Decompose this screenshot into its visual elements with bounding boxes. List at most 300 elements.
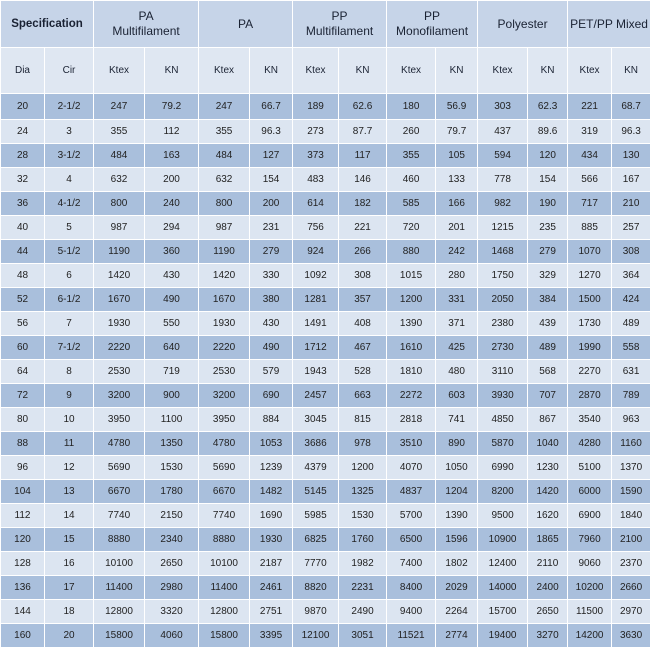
table-cell: 2050 <box>478 288 528 312</box>
table-cell: 384 <box>528 288 568 312</box>
table-cell: 117 <box>339 144 387 168</box>
table-cell: 355 <box>387 144 436 168</box>
table-cell: 1325 <box>339 480 387 504</box>
table-cell: 12100 <box>293 624 339 648</box>
cell-cir: 20 <box>45 624 94 648</box>
table-cell: 266 <box>339 240 387 264</box>
table-cell: 720 <box>387 216 436 240</box>
table-cell: 294 <box>145 216 199 240</box>
table-cell: 360 <box>145 240 199 264</box>
table-cell: 242 <box>436 240 478 264</box>
table-cell: 355 <box>94 120 145 144</box>
table-cell: 3950 <box>199 408 250 432</box>
table-cell: 10900 <box>478 528 528 552</box>
table-cell: 210 <box>612 192 650 216</box>
table-cell: 2751 <box>250 600 293 624</box>
table-cell: 273 <box>293 120 339 144</box>
table-cell: 6000 <box>568 480 612 504</box>
table-cell: 8880 <box>94 528 145 552</box>
table-cell: 3270 <box>528 624 568 648</box>
table-cell: 987 <box>94 216 145 240</box>
table-row <box>1 384 650 408</box>
table-cell: 79.2 <box>145 94 199 120</box>
table-cell: 489 <box>528 336 568 360</box>
table-cell: 3051 <box>339 624 387 648</box>
cell-cir: 4 <box>45 168 94 192</box>
table-cell: 130 <box>612 144 650 168</box>
cell-dia: 128 <box>1 552 45 576</box>
table-cell: 719 <box>145 360 199 384</box>
table-cell: 483 <box>293 168 339 192</box>
table-cell: 1270 <box>568 264 612 288</box>
table-row <box>1 600 650 624</box>
table-cell: 355 <box>199 120 250 144</box>
table-cell: 221 <box>568 94 612 120</box>
table-cell: 614 <box>293 192 339 216</box>
group-title: PA <box>199 17 292 32</box>
table-cell: 439 <box>528 312 568 336</box>
table-cell: 982 <box>478 192 528 216</box>
table-cell: 3686 <box>293 432 339 456</box>
table-cell: 2220 <box>199 336 250 360</box>
table-cell: 3200 <box>94 384 145 408</box>
table-cell: 120 <box>528 144 568 168</box>
table-cell: 1930 <box>94 312 145 336</box>
table-cell: 2457 <box>293 384 339 408</box>
table-cell: 2870 <box>568 384 612 408</box>
table-cell: 235 <box>528 216 568 240</box>
cell-cir: 2-1/2 <box>45 94 94 120</box>
header-group <box>387 1 478 48</box>
table-cell: 2029 <box>436 576 478 600</box>
table-cell: 1420 <box>528 480 568 504</box>
cell-cir: 6 <box>45 264 94 288</box>
cell-dia: 144 <box>1 600 45 624</box>
cell-cir: 18 <box>45 600 94 624</box>
table-cell: 133 <box>436 168 478 192</box>
table-cell: 1982 <box>339 552 387 576</box>
table-cell: 603 <box>436 384 478 408</box>
table-cell: 707 <box>528 384 568 408</box>
table-cell: 279 <box>528 240 568 264</box>
table-cell: 867 <box>528 408 568 432</box>
table-cell: 319 <box>568 120 612 144</box>
table-cell: 1802 <box>436 552 478 576</box>
table-cell: 12800 <box>94 600 145 624</box>
table-cell: 2970 <box>612 600 650 624</box>
table-cell: 7400 <box>387 552 436 576</box>
header-group <box>478 1 568 48</box>
table-cell: 2461 <box>250 576 293 600</box>
header-unit: Ktex <box>387 48 436 94</box>
table-cell: 14000 <box>478 576 528 600</box>
table-row <box>1 168 650 192</box>
header-group <box>199 1 293 48</box>
table-cell: 1190 <box>94 240 145 264</box>
table-cell: 14200 <box>568 624 612 648</box>
table-cell: 568 <box>528 360 568 384</box>
table-cell: 4837 <box>387 480 436 504</box>
group-subtitle: Multifilament <box>293 24 386 39</box>
group-title: PA <box>94 9 198 24</box>
table-cell: 425 <box>436 336 478 360</box>
table-cell: 484 <box>199 144 250 168</box>
table-cell: 329 <box>528 264 568 288</box>
cell-dia: 44 <box>1 240 45 264</box>
group-title: PP <box>387 9 477 24</box>
table-cell: 3110 <box>478 360 528 384</box>
header-unit: KN <box>436 48 478 94</box>
table-cell: 1092 <box>293 264 339 288</box>
cell-dia: 104 <box>1 480 45 504</box>
table-cell: 2490 <box>339 600 387 624</box>
table-cell: 4780 <box>199 432 250 456</box>
cell-cir: 3-1/2 <box>45 144 94 168</box>
cell-dia: 36 <box>1 192 45 216</box>
group-subtitle: Monofilament <box>387 24 477 39</box>
table-cell: 4060 <box>145 624 199 648</box>
table-cell: 717 <box>568 192 612 216</box>
table-cell: 8820 <box>293 576 339 600</box>
header-unit: Ktex <box>94 48 145 94</box>
table-cell: 1780 <box>145 480 199 504</box>
table-cell: 62.3 <box>528 94 568 120</box>
cell-cir: 14 <box>45 504 94 528</box>
table-cell: 558 <box>612 336 650 360</box>
table-cell: 640 <box>145 336 199 360</box>
table-cell: 9500 <box>478 504 528 528</box>
table-cell: 5100 <box>568 456 612 480</box>
table-cell: 6825 <box>293 528 339 552</box>
table-cell: 4850 <box>478 408 528 432</box>
table-cell: 778 <box>478 168 528 192</box>
table-cell: 66.7 <box>250 94 293 120</box>
table-cell: 303 <box>478 94 528 120</box>
table-cell: 566 <box>568 168 612 192</box>
table-cell: 364 <box>612 264 650 288</box>
table-cell: 247 <box>94 94 145 120</box>
cell-dia: 72 <box>1 384 45 408</box>
table-cell: 2187 <box>250 552 293 576</box>
header-unit: Ktex <box>199 48 250 94</box>
cell-cir: 5-1/2 <box>45 240 94 264</box>
table-cell: 5870 <box>478 432 528 456</box>
table-row <box>1 624 650 648</box>
table-cell: 1810 <box>387 360 436 384</box>
table-cell: 10100 <box>94 552 145 576</box>
table-cell: 1239 <box>250 456 293 480</box>
table-cell: 880 <box>387 240 436 264</box>
table-row <box>1 94 650 120</box>
table-cell: 2730 <box>478 336 528 360</box>
table-cell: 2340 <box>145 528 199 552</box>
table-row <box>1 192 650 216</box>
table-cell: 89.6 <box>528 120 568 144</box>
table-cell: 3200 <box>199 384 250 408</box>
table-cell: 154 <box>250 168 293 192</box>
table-row <box>1 528 650 552</box>
table-cell: 585 <box>387 192 436 216</box>
table-cell: 1050 <box>436 456 478 480</box>
table-row <box>1 360 650 384</box>
table-cell: 11400 <box>199 576 250 600</box>
table-cell: 1760 <box>339 528 387 552</box>
table-row <box>1 312 650 336</box>
table-row <box>1 120 650 144</box>
table-cell: 1943 <box>293 360 339 384</box>
table-cell: 1712 <box>293 336 339 360</box>
table-cell: 8400 <box>387 576 436 600</box>
table-cell: 632 <box>199 168 250 192</box>
table-cell: 1200 <box>339 456 387 480</box>
cell-cir: 6-1/2 <box>45 288 94 312</box>
table-cell: 96.3 <box>250 120 293 144</box>
header-unit: Ktex <box>293 48 339 94</box>
table-cell: 3045 <box>293 408 339 432</box>
header-dia: Dia <box>1 48 45 94</box>
cell-cir: 17 <box>45 576 94 600</box>
table-row <box>1 264 650 288</box>
table-cell: 4280 <box>568 432 612 456</box>
table-cell: 10200 <box>568 576 612 600</box>
table-cell: 3950 <box>94 408 145 432</box>
table-cell: 357 <box>339 288 387 312</box>
header-unit: KN <box>528 48 568 94</box>
cell-cir: 8 <box>45 360 94 384</box>
table-cell: 434 <box>568 144 612 168</box>
header-row-groups <box>1 1 650 48</box>
header-group <box>568 1 650 48</box>
table-cell: 1596 <box>436 528 478 552</box>
cell-cir: 4-1/2 <box>45 192 94 216</box>
header-unit: Ktex <box>478 48 528 94</box>
cell-cir: 11 <box>45 432 94 456</box>
table-cell: 2660 <box>612 576 650 600</box>
table-cell: 579 <box>250 360 293 384</box>
cell-dia: 112 <box>1 504 45 528</box>
table-cell: 5985 <box>293 504 339 528</box>
table-cell: 1281 <box>293 288 339 312</box>
table-cell: 1500 <box>568 288 612 312</box>
table-cell: 2980 <box>145 576 199 600</box>
table-cell: 430 <box>145 264 199 288</box>
table-cell: 987 <box>199 216 250 240</box>
table-cell: 2100 <box>612 528 650 552</box>
cell-dia: 32 <box>1 168 45 192</box>
cell-dia: 80 <box>1 408 45 432</box>
table-cell: 9870 <box>293 600 339 624</box>
table-cell: 11521 <box>387 624 436 648</box>
cell-cir: 12 <box>45 456 94 480</box>
table-cell: 180 <box>387 94 436 120</box>
table-row <box>1 336 650 360</box>
table-cell: 528 <box>339 360 387 384</box>
table-cell: 9060 <box>568 552 612 576</box>
table-cell: 4379 <box>293 456 339 480</box>
table-cell: 6670 <box>199 480 250 504</box>
table-cell: 1015 <box>387 264 436 288</box>
table-cell: 900 <box>145 384 199 408</box>
table-cell: 1690 <box>250 504 293 528</box>
table-cell: 1610 <box>387 336 436 360</box>
table-cell: 7770 <box>293 552 339 576</box>
table-cell: 15700 <box>478 600 528 624</box>
table-cell: 789 <box>612 384 650 408</box>
cell-cir: 5 <box>45 216 94 240</box>
table-cell: 308 <box>612 240 650 264</box>
cell-dia: 96 <box>1 456 45 480</box>
table-cell: 2231 <box>339 576 387 600</box>
table-cell: 800 <box>94 192 145 216</box>
table-cell: 87.7 <box>339 120 387 144</box>
table-cell: 105 <box>436 144 478 168</box>
table-cell: 978 <box>339 432 387 456</box>
table-cell: 1590 <box>612 480 650 504</box>
table-cell: 62.6 <box>339 94 387 120</box>
table-cell: 2818 <box>387 408 436 432</box>
table-cell: 3320 <box>145 600 199 624</box>
table-cell: 8200 <box>478 480 528 504</box>
table-cell: 885 <box>568 216 612 240</box>
cell-cir: 9 <box>45 384 94 408</box>
cell-cir: 3 <box>45 120 94 144</box>
table-cell: 257 <box>612 216 650 240</box>
table-cell: 1530 <box>145 456 199 480</box>
table-cell: 15800 <box>199 624 250 648</box>
table-cell: 68.7 <box>612 94 650 120</box>
cell-dia: 64 <box>1 360 45 384</box>
table-row <box>1 480 650 504</box>
table-row <box>1 408 650 432</box>
table-cell: 1350 <box>145 432 199 456</box>
table-cell: 408 <box>339 312 387 336</box>
table-cell: 5690 <box>94 456 145 480</box>
table-cell: 200 <box>250 192 293 216</box>
cell-dia: 120 <box>1 528 45 552</box>
table-cell: 10100 <box>199 552 250 576</box>
table-cell: 9400 <box>387 600 436 624</box>
table-cell: 154 <box>528 168 568 192</box>
table-cell: 2380 <box>478 312 528 336</box>
table-cell: 8880 <box>199 528 250 552</box>
table-cell: 890 <box>436 432 478 456</box>
table-cell: 1620 <box>528 504 568 528</box>
cell-cir: 10 <box>45 408 94 432</box>
table-cell: 240 <box>145 192 199 216</box>
table-cell: 12400 <box>478 552 528 576</box>
table-cell: 11400 <box>94 576 145 600</box>
table-cell: 11500 <box>568 600 612 624</box>
header-group <box>94 1 199 48</box>
cell-dia: 24 <box>1 120 45 144</box>
table-cell: 260 <box>387 120 436 144</box>
table-cell: 550 <box>145 312 199 336</box>
table-cell: 190 <box>528 192 568 216</box>
table-cell: 2270 <box>568 360 612 384</box>
table-cell: 1040 <box>528 432 568 456</box>
table-cell: 201 <box>436 216 478 240</box>
table-cell: 167 <box>612 168 650 192</box>
table-cell: 489 <box>612 312 650 336</box>
table-cell: 1482 <box>250 480 293 504</box>
table-cell: 1053 <box>250 432 293 456</box>
table-cell: 1370 <box>612 456 650 480</box>
header-row-units <box>1 48 650 94</box>
table-cell: 189 <box>293 94 339 120</box>
table-cell: 2150 <box>145 504 199 528</box>
table-row <box>1 216 650 240</box>
table-cell: 1230 <box>528 456 568 480</box>
table-cell: 15800 <box>94 624 145 648</box>
table-cell: 331 <box>436 288 478 312</box>
table-cell: 6990 <box>478 456 528 480</box>
header-group <box>293 1 387 48</box>
table-cell: 4780 <box>94 432 145 456</box>
group-title: Polyester <box>478 17 567 32</box>
table-cell: 1930 <box>250 528 293 552</box>
table-cell: 6900 <box>568 504 612 528</box>
table-cell: 7740 <box>199 504 250 528</box>
header-unit: KN <box>339 48 387 94</box>
table-cell: 2650 <box>145 552 199 576</box>
table-cell: 1420 <box>199 264 250 288</box>
table-cell: 373 <box>293 144 339 168</box>
table-cell: 1215 <box>478 216 528 240</box>
table-cell: 2272 <box>387 384 436 408</box>
group-subtitle: Multifilament <box>94 24 198 39</box>
table-cell: 6670 <box>94 480 145 504</box>
cell-dia: 60 <box>1 336 45 360</box>
table-cell: 96.3 <box>612 120 650 144</box>
table-cell: 800 <box>199 192 250 216</box>
table-cell: 12800 <box>199 600 250 624</box>
table-row <box>1 288 650 312</box>
table-cell: 1530 <box>339 504 387 528</box>
table-cell: 127 <box>250 144 293 168</box>
header-cir: Cir <box>45 48 94 94</box>
table-cell: 480 <box>436 360 478 384</box>
cell-dia: 20 <box>1 94 45 120</box>
table-cell: 2370 <box>612 552 650 576</box>
table-cell: 2400 <box>528 576 568 600</box>
header-unit: KN <box>612 48 650 94</box>
table-cell: 741 <box>436 408 478 432</box>
table-cell: 2110 <box>528 552 568 576</box>
cell-dia: 28 <box>1 144 45 168</box>
table-cell: 166 <box>436 192 478 216</box>
table-cell: 430 <box>250 312 293 336</box>
table-cell: 467 <box>339 336 387 360</box>
cell-dia: 136 <box>1 576 45 600</box>
cell-cir: 7-1/2 <box>45 336 94 360</box>
table-cell: 3540 <box>568 408 612 432</box>
header-unit: Ktex <box>568 48 612 94</box>
table-cell: 424 <box>612 288 650 312</box>
table-cell: 280 <box>436 264 478 288</box>
table-row <box>1 240 650 264</box>
table-cell: 2650 <box>528 600 568 624</box>
table-cell: 490 <box>250 336 293 360</box>
table-cell: 4070 <box>387 456 436 480</box>
table-cell: 1468 <box>478 240 528 264</box>
cell-cir: 16 <box>45 552 94 576</box>
table-cell: 247 <box>199 94 250 120</box>
cell-cir: 7 <box>45 312 94 336</box>
table-cell: 19400 <box>478 624 528 648</box>
table-cell: 221 <box>339 216 387 240</box>
table-cell: 3395 <box>250 624 293 648</box>
table-cell: 1865 <box>528 528 568 552</box>
